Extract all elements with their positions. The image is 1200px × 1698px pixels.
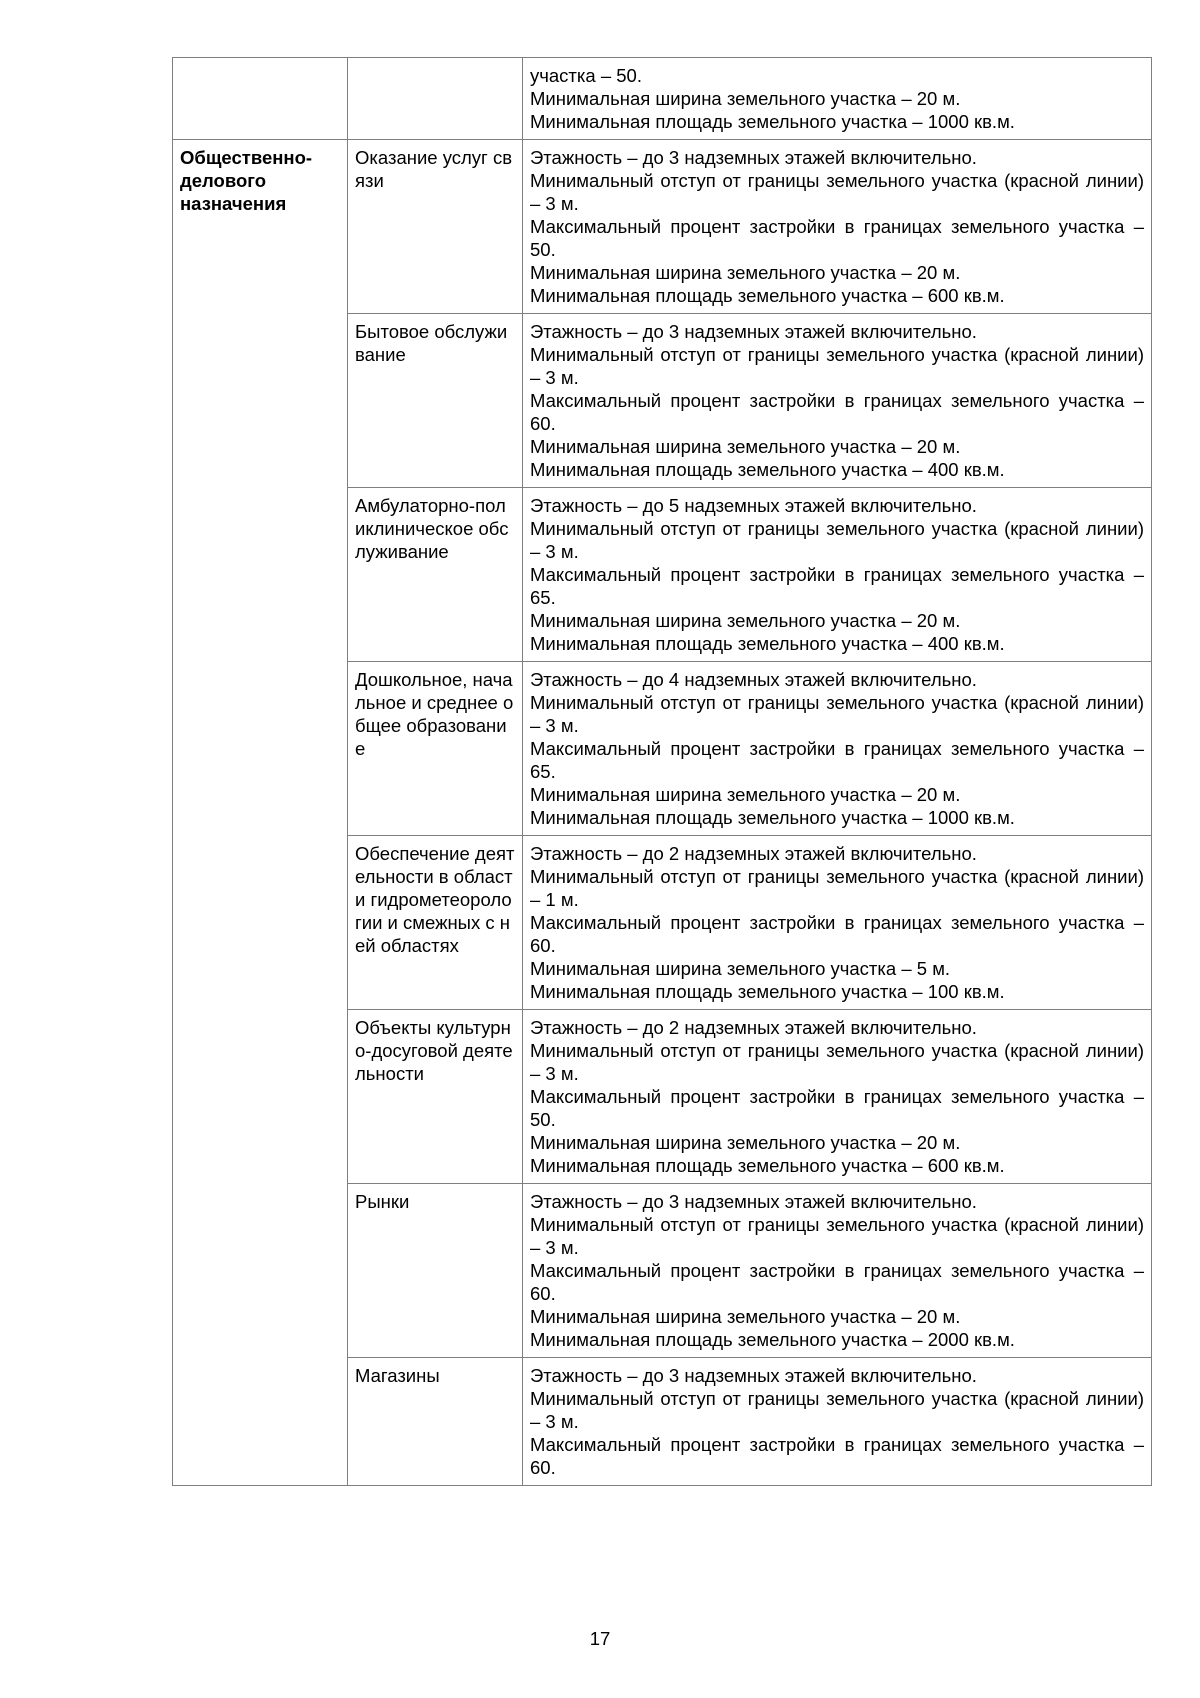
- requirement-line: Минимальная ширина земельного участка – 20 м.: [530, 610, 961, 631]
- requirement-line: Минимальная площадь земельного участка – 100 кв.м.: [530, 981, 1005, 1002]
- requirement-line: Максимальный процент застройки в границах земельного участка – 60.: [530, 1260, 1144, 1304]
- continuation-row: [173, 58, 1152, 140]
- requirement-line: Этажность – до 2 надземных этажей включительно.: [530, 843, 977, 864]
- land-use-name: Магазины: [348, 1358, 523, 1486]
- land-use-name: Дошкольное, начальное и среднее общее образование: [348, 662, 523, 836]
- zone-cell-empty: [173, 58, 348, 140]
- requirement-line: Максимальный процент застройки в границах земельного участка – 60.: [530, 912, 1144, 956]
- zone-name-cell: Общественно-делового назначения: [173, 140, 348, 1486]
- requirement-line: Минимальная площадь земельного участка – 400 кв.м.: [530, 459, 1005, 480]
- requirement-line: Минимальная площадь земельного участка – 1000 кв.м.: [530, 111, 1015, 132]
- requirements-cell: [523, 1010, 1152, 1184]
- requirement-line: Минимальная ширина земельного участка – 20 м.: [530, 1132, 961, 1153]
- requirement-line: Минимальный отступ от границы земельного участка (красной линии) – 3 м.: [530, 518, 1144, 562]
- table-body: [173, 58, 1152, 1486]
- requirement-line: Максимальный процент застройки в границах земельного участка – 65.: [530, 564, 1144, 608]
- requirement-line: Минимальный отступ от границы земельного участка (красной линии) – 3 м.: [530, 1388, 1144, 1432]
- requirement-line: Этажность – до 3 надземных этажей включительно.: [530, 147, 977, 168]
- requirement-line: Минимальный отступ от границы земельного участка (красной линии) – 3 м.: [530, 344, 1144, 388]
- requirement-line: Этажность – до 3 надземных этажей включительно.: [530, 321, 977, 342]
- requirement-line: Минимальная площадь земельного участка – 2000 кв.м.: [530, 1329, 1015, 1350]
- requirement-line: Минимальная площадь земельного участка – 1000 кв.м.: [530, 807, 1015, 828]
- requirements-cell: [523, 1184, 1152, 1358]
- requirement-line: Максимальный процент застройки в границах земельного участка – 60.: [530, 390, 1144, 434]
- requirement-line: Этажность – до 3 надземных этажей включительно.: [530, 1191, 977, 1212]
- land-use-name: Бытовое обслуживание: [348, 314, 523, 488]
- regulations-table: [172, 57, 1152, 1486]
- requirements-cell: [523, 314, 1152, 488]
- requirement-line: Минимальная ширина земельного участка – 20 м.: [530, 262, 961, 283]
- requirement-line: Максимальный процент застройки в границах земельного участка – 50.: [530, 216, 1144, 260]
- requirement-line: Максимальный процент застройки в границах земельного участка – 65.: [530, 738, 1144, 782]
- requirement-line: Минимальный отступ от границы земельного участка (красной линии) – 3 м.: [530, 170, 1144, 214]
- requirement-line: Минимальная ширина земельного участка – 20 м.: [530, 436, 961, 457]
- land-use-name: Оказание услуг связи: [348, 140, 523, 314]
- land-use-name: Объекты культурно-досуговой деятельности: [348, 1010, 523, 1184]
- requirement-line: Минимальная площадь земельного участка – 600 кв.м.: [530, 1155, 1005, 1176]
- land-use-name: Амбулаторно-поликлиническое обслуживание: [348, 488, 523, 662]
- requirement-line: Этажность – до 3 надземных этажей включительно.: [530, 1365, 977, 1386]
- requirement-line: Этажность – до 5 надземных этажей включительно.: [530, 495, 977, 516]
- use-cell-empty: [348, 58, 523, 140]
- requirement-line: Минимальная площадь земельного участка – 400 кв.м.: [530, 633, 1005, 654]
- requirement-line: Максимальный процент застройки в границах земельного участка – 60.: [530, 1434, 1144, 1478]
- land-use-name: Обеспечение деятельности в области гидрометеорологии и смежных с ней областях: [348, 836, 523, 1010]
- page-number: 17: [589, 1628, 611, 1649]
- requirement-line: Минимальная ширина земельного участка – 20 м.: [530, 784, 961, 805]
- requirement-line: Минимальная ширина земельного участка – 5 м.: [530, 958, 951, 979]
- requirement-line: Минимальный отступ от границы земельного участка (красной линии) – 1 м.: [530, 866, 1144, 910]
- requirement-line: Минимальный отступ от границы земельного участка (красной линии) – 3 м.: [530, 1214, 1144, 1258]
- table-row: [173, 140, 1152, 314]
- requirements-cell: [523, 1358, 1152, 1486]
- requirements-cell: [523, 836, 1152, 1010]
- land-use-name: Рынки: [348, 1184, 523, 1358]
- requirement-line: Минимальная площадь земельного участка – 600 кв.м.: [530, 285, 1005, 306]
- requirements-cell: [523, 58, 1152, 140]
- requirement-line: Минимальный отступ от границы земельного участка (красной линии) – 3 м.: [530, 692, 1144, 736]
- requirements-cell: [523, 140, 1152, 314]
- requirements-cell: [523, 662, 1152, 836]
- requirement-line: Этажность – до 2 надземных этажей включительно.: [530, 1017, 977, 1038]
- requirement-line: Минимальная ширина земельного участка – 20 м.: [530, 88, 961, 109]
- requirement-line: участка – 50.: [530, 65, 642, 86]
- requirement-line: Минимальная ширина земельного участка – 20 м.: [530, 1306, 961, 1327]
- requirements-cell: [523, 488, 1152, 662]
- requirement-line: Этажность – до 4 надземных этажей включительно.: [530, 669, 977, 690]
- requirement-line: Максимальный процент застройки в границах земельного участка – 50.: [530, 1086, 1144, 1130]
- requirement-line: Минимальный отступ от границы земельного участка (красной линии) – 3 м.: [530, 1040, 1144, 1084]
